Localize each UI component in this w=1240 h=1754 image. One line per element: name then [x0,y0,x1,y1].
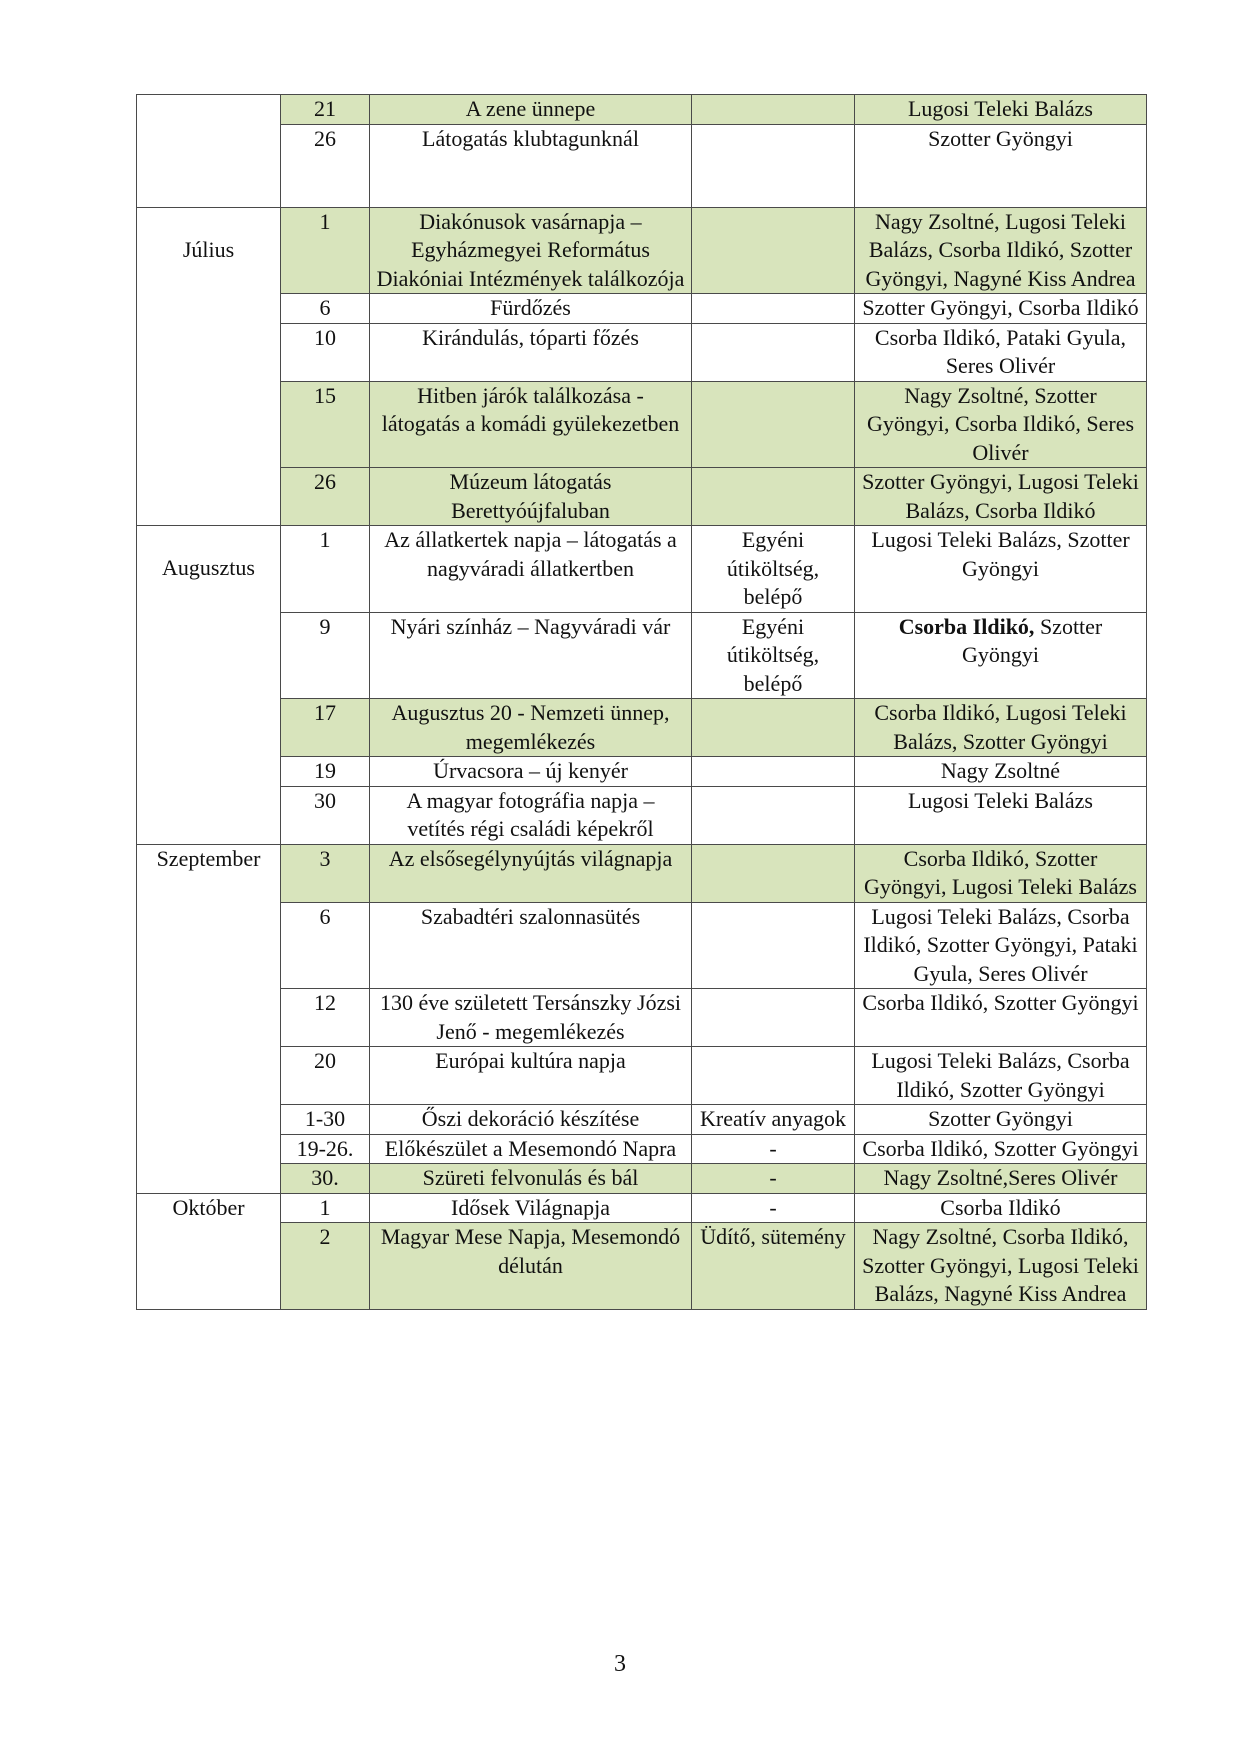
day-cell: 9 [281,612,370,699]
cost-cell [692,294,855,324]
table-row [137,612,1147,699]
day-cell: 1-30 [281,1105,370,1135]
event-cell: A magyar fotográfia napja – vetítés régi családi képekről [370,786,692,844]
cost-cell [692,124,855,207]
table-row [137,1164,1147,1194]
month-cell [137,207,281,526]
schedule-body [137,95,1147,1310]
cost-cell: - [692,1193,855,1223]
schedule-table [136,94,1147,1310]
cost-cell [692,381,855,468]
table-row [137,699,1147,757]
responsible-cell: Nagy Zsoltné, Csorba Ildikó, Szotter Gyöngyi, Lugosi Teleki Balázs, Nagyné Kiss Andrea [855,1223,1147,1310]
responsible-cell: Szotter Gyöngyi [855,1105,1147,1135]
responsible-cell: Lugosi Teleki Balázs, Csorba Ildikó, Szotter Gyöngyi [855,1047,1147,1105]
cost-cell [692,468,855,526]
day-cell: 1 [281,207,370,294]
event-cell: Diakónusok vasárnapja – Egyházmegyei Református Diakóniai Intézmények találkozója [370,207,692,294]
event-cell: Őszi dekoráció készítése [370,1105,692,1135]
table-row [137,95,1147,125]
cost-cell [692,844,855,902]
responsible-cell: Lugosi Teleki Balázs, Szotter Gyöngyi [855,526,1147,613]
table-row [137,1223,1147,1310]
cost-cell [692,1047,855,1105]
cost-cell [692,699,855,757]
table-row [137,844,1147,902]
event-cell: Magyar Mese Napja, Mesemondó délután [370,1223,692,1310]
day-cell: 20 [281,1047,370,1105]
day-cell: 2 [281,1223,370,1310]
responsible-cell: Csorba Ildikó, Lugosi Teleki Balázs, Szotter Gyöngyi [855,699,1147,757]
cost-cell [692,757,855,787]
day-cell: 6 [281,294,370,324]
cost-cell [692,989,855,1047]
day-cell: 30. [281,1164,370,1194]
responsible-cell: Csorba Ildikó [855,1193,1147,1223]
cost-cell: Egyéni útiköltség, belépő [692,612,855,699]
cost-cell: - [692,1134,855,1164]
table-row [137,207,1147,294]
event-cell: Úrvacsora – új kenyér [370,757,692,787]
table-row [137,902,1147,989]
month-label: Július [182,236,235,262]
event-cell: Kirándulás, tóparti főzés [370,323,692,381]
event-cell: 130 éve született Tersánszky Józsi Jenő - megemlékezés [370,989,692,1047]
day-cell: 1 [281,526,370,613]
cost-cell [692,207,855,294]
month-label: Szeptember [156,845,261,871]
table-row [137,294,1147,324]
cost-cell [692,902,855,989]
table-row [137,526,1147,613]
event-cell: Idősek Világnapja [370,1193,692,1223]
responsible-cell: Lugosi Teleki Balázs [855,95,1147,125]
table-row [137,468,1147,526]
day-cell: 10 [281,323,370,381]
day-cell: 19 [281,757,370,787]
cost-cell: - [692,1164,855,1194]
event-cell: Európai kultúra napja [370,1047,692,1105]
month-cell [137,526,281,845]
responsible-rest: Szotter Gyöngyi [962,613,1103,667]
month-cell [137,1193,281,1309]
page-number: 3 [614,1651,626,1677]
event-cell: Az állatkertek napja – látogatás a nagyváradi állatkertben [370,526,692,613]
table-row [137,323,1147,381]
responsible-cell: Csorba Ildikó, Pataki Gyula, Seres Olivér [855,323,1147,381]
event-cell: Augusztus 20 - Nemzeti ünnep, megemlékezés [370,699,692,757]
responsible-cell: Csorba Ildikó, Szotter Gyöngyi [855,1134,1147,1164]
day-cell: 12 [281,989,370,1047]
day-cell: 26 [281,468,370,526]
table-row [137,1193,1147,1223]
responsible-cell: Szotter Gyöngyi, Lugosi Teleki Balázs, Csorba Ildikó [855,468,1147,526]
event-cell: Múzeum látogatás Berettyóújfaluban [370,468,692,526]
responsible-cell: Szotter Gyöngyi [855,124,1147,207]
table-row [137,757,1147,787]
table-row [137,124,1147,207]
event-cell: Hitben járók találkozása - látogatás a komádi gyülekezetben [370,381,692,468]
day-cell: 3 [281,844,370,902]
month-cell [137,844,281,1193]
day-cell: 17 [281,699,370,757]
event-cell: Az elsősegélynyújtás világnapja [370,844,692,902]
day-cell: 26 [281,124,370,207]
table-row [137,381,1147,468]
month-label: Augusztus [162,555,255,580]
responsible-cell: Nagy Zsoltné [855,757,1147,787]
cost-cell: Üdítő, sütemény [692,1223,855,1310]
responsible-bold: Csorba Ildikó, [898,613,1035,639]
responsible-cell: Nagy Zsoltné,Seres Olivér [855,1164,1147,1194]
responsible-cell: Lugosi Teleki Balázs [855,786,1147,844]
event-cell: Előkészület a Mesemondó Napra [370,1134,692,1164]
responsible-cell: Lugosi Teleki Balázs, Csorba Ildikó, Szotter Gyöngyi, Pataki Gyula, Seres Olivér [855,902,1147,989]
table-row [137,989,1147,1047]
responsible-cell: Nagy Zsoltné, Szotter Gyöngyi, Csorba Ildikó, Seres Olivér [855,381,1147,468]
table-row [137,1134,1147,1164]
event-cell: Szabadtéri szalonnasütés [370,902,692,989]
day-cell: 1 [281,1193,370,1223]
responsible-cell: Csorba Ildikó, Szotter Gyöngyi, Lugosi Teleki Balázs [855,844,1147,902]
event-cell: Nyári színház – Nagyváradi vár [370,612,692,699]
responsible-cell [855,612,1147,699]
cost-cell [692,786,855,844]
month-cell [137,95,281,208]
table-row [137,1047,1147,1105]
event-cell: Fürdőzés [370,294,692,324]
cost-cell [692,95,855,125]
event-cell: Szüreti felvonulás és bál [370,1164,692,1194]
table-row [137,1105,1147,1135]
day-cell: 30 [281,786,370,844]
responsible-cell: Nagy Zsoltné, Lugosi Teleki Balázs, Csorba Ildikó, Szotter Gyöngyi, Nagyné Kiss Andrea [855,207,1147,294]
day-cell: 6 [281,902,370,989]
cost-cell: Egyéni útiköltség, belépő [692,526,855,613]
month-label: Október [172,1194,245,1220]
responsible-cell: Csorba Ildikó, Szotter Gyöngyi [855,989,1147,1047]
table-row [137,786,1147,844]
day-cell: 15 [281,381,370,468]
day-cell: 19-26. [281,1134,370,1164]
responsible-cell: Szotter Gyöngyi, Csorba Ildikó [855,294,1147,324]
cost-cell [692,323,855,381]
event-cell: Látogatás klubtagunknál [370,124,692,207]
day-cell: 21 [281,95,370,125]
event-cell: A zene ünnepe [370,95,692,125]
cost-cell: Kreatív anyagok [692,1105,855,1135]
